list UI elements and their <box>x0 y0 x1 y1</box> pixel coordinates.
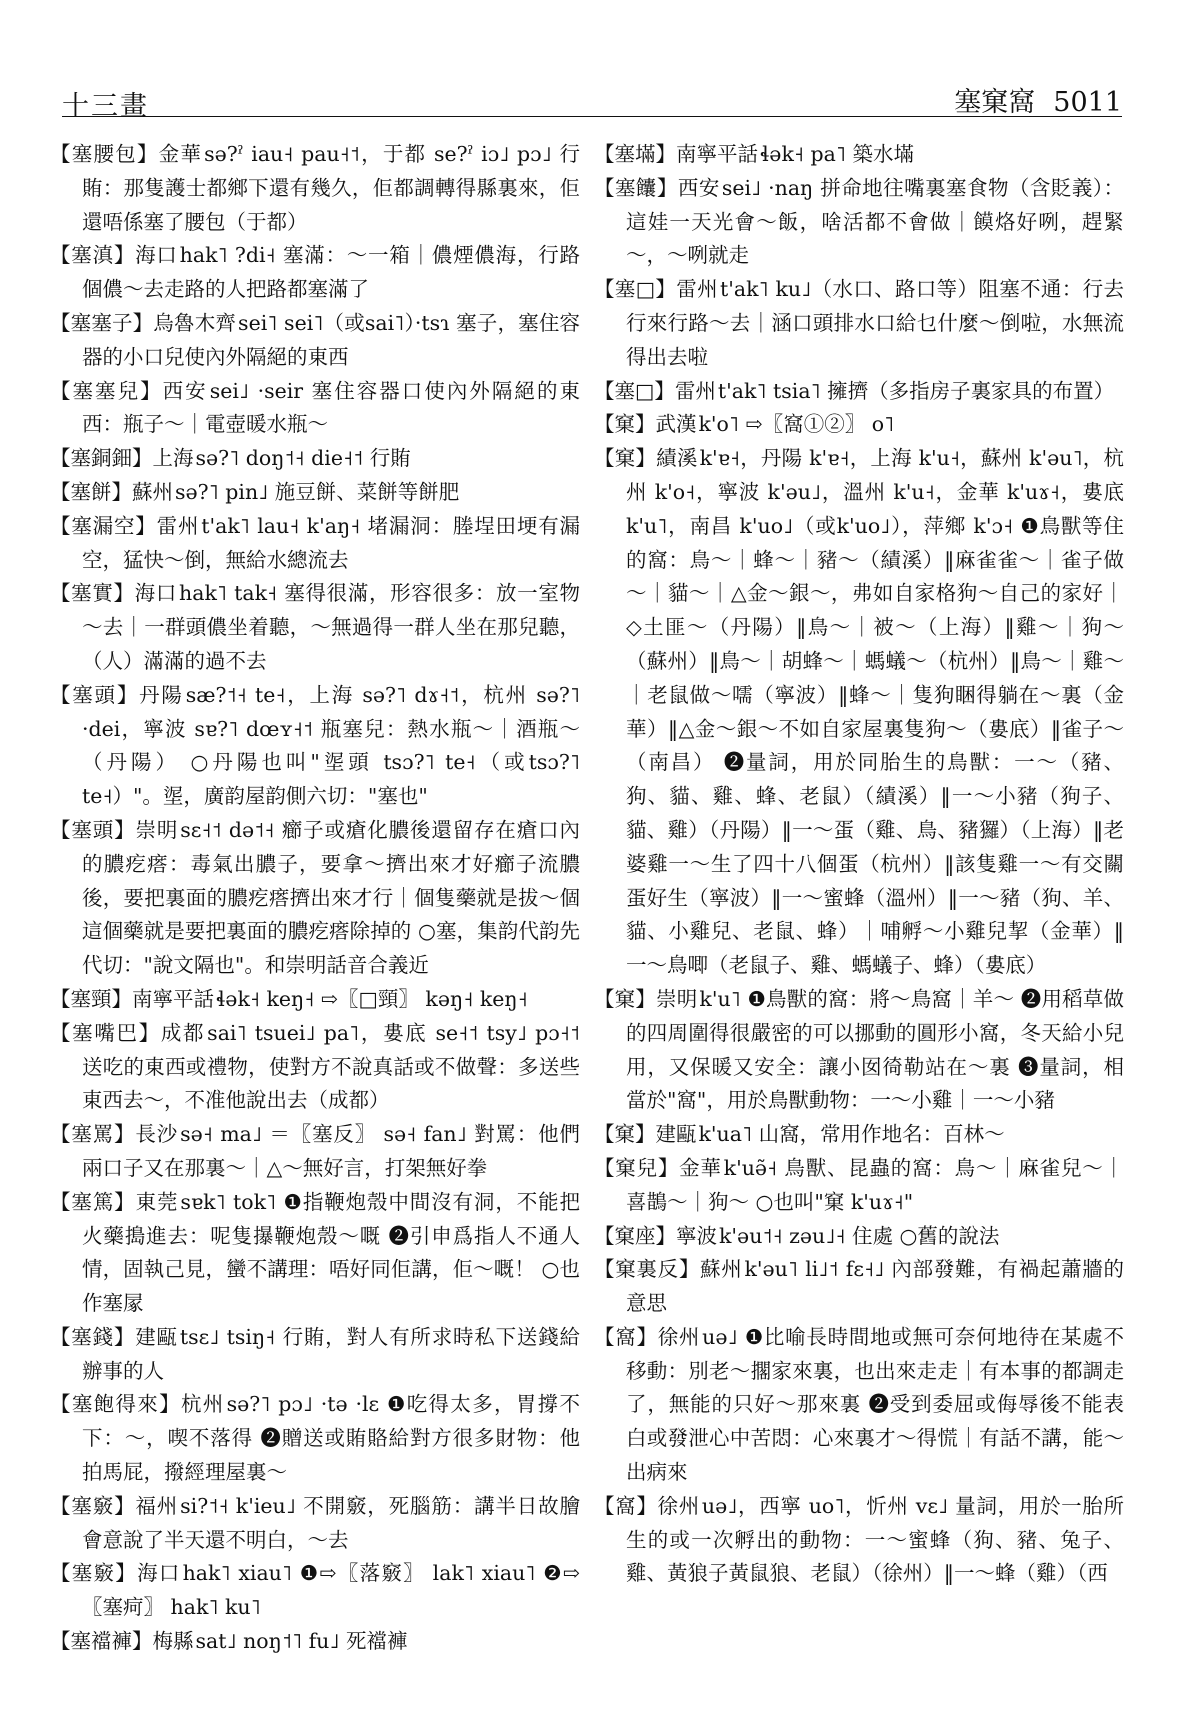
dictionary-entry <box>50 983 580 1017</box>
entry-definition: sɐk˥ tok˥ ❶指鞭炮殼中間沒有洞，不能把火藥搗進去：呢隻㩧鞭炮殼～嘅 ❷引申爲指人不通人情，固執己見，蠻不講理：唔好同佢講，佢～嘅！ ○也作塞㞘 <box>82 1189 580 1316</box>
section-title: 十三畫 <box>62 91 149 122</box>
header-rule <box>62 116 1122 117</box>
entry-headword: 【窩】 <box>594 1493 658 1518</box>
entry-definition: sei˩ ·seir 塞住容器口使內外隔絕的東西：瓶子～｜電壺暖水瓶～ <box>82 378 580 437</box>
dictionary-entry <box>594 1321 1124 1490</box>
dictionary-entry <box>50 1490 580 1558</box>
dictionary-entry <box>50 510 580 578</box>
entry-definition: t'ak˥ ku˩（水口、路口等）阻塞不通：行去行來行路～去｜涵口頭排水口給乜什麼～倒啦，水無流得出去啦 <box>626 277 1124 369</box>
entry-dialect: 梅縣 <box>152 1629 194 1654</box>
dictionary-entry <box>50 375 580 443</box>
dictionary-entry <box>50 1017 580 1118</box>
entry-dialect: 雷州 <box>674 378 716 403</box>
page-heading <box>954 80 1122 119</box>
entry-headword: 【塞㙢】 <box>594 142 676 166</box>
entry-headword: 【塞塞兒】 <box>50 378 163 403</box>
entry-definition: sæ?˦˧ te˧，上海 sə?˥ dɤ˧˦，杭州 sə?˥ ·dei，寧波 sɐ?˥ dœʏ˧˦ 瓶塞兒：熱水瓶～｜酒瓶～（丹陽） ○丹陽也叫"埿頭 tsɔ?˥ te˧（或tsɔ?˥ te˧）"。埿，廣韵屋韵側六切："塞也" <box>82 682 580 809</box>
dictionary-entry <box>50 1186 580 1321</box>
entry-headword: 【塞罵】 <box>50 1122 136 1147</box>
entry-definition: sai˥ tsuei˩ pa˥，婁底 se˧˦ tsy˩ pɔ˧˦ 送吃的東西或禮物，使對方不說真話或不做聲：多送些東西去～，不准他說出去（成都） <box>82 1020 581 1113</box>
entry-definition: ɬək˧ keŋ˧ ⇨〖□頸〗 kəŋ˧ keŋ˧ <box>216 986 528 1011</box>
entry-headword: 【塞襠褲】 <box>50 1629 153 1654</box>
entry-headword: 【塞□】 <box>594 378 675 403</box>
dictionary-entry <box>594 1220 1124 1254</box>
entry-dialect: 上海 <box>152 446 194 471</box>
entry-dialect: 寧波 <box>676 1223 717 1248</box>
dictionary-entry <box>594 172 1124 273</box>
entry-headword: 【塞飽得來】 <box>50 1392 181 1417</box>
entry-dialect: 成都 <box>160 1020 206 1045</box>
dictionary-entry <box>50 1625 580 1659</box>
entry-headword: 【塞腰包】 <box>50 142 159 166</box>
entry-headword: 【塞餅】 <box>50 479 132 504</box>
entry-headword: 【塞錢】 <box>50 1324 136 1349</box>
entry-dialect: 海口 <box>137 1561 181 1586</box>
entry-definition: k'u˥ ❶鳥獸的窩：將～鳥窩｜羊～ ❷用稻草做的四周圍得很嚴密的可以挪動的圓形小窩，冬天給小兒用，又保暖又安全：讓小囡徛勒站在～裏 ❸量詞，相當於"窩"，用於鳥獸動物：一～小雞｜一～小豬 <box>626 986 1125 1113</box>
dictionary-entry <box>594 1490 1124 1591</box>
entry-headword: 【窠】 <box>594 446 657 471</box>
dictionary-entry <box>594 375 1124 409</box>
dictionary-entry <box>50 442 580 476</box>
dictionary-entry <box>50 476 580 510</box>
entry-dialect: 建甌 <box>655 1122 697 1147</box>
dictionary-entry <box>594 408 1124 442</box>
entry-definition: si?˦˧ k'ieu˩ 不開竅，死腦筋：講半日故膾會意說了半天還不明白，～去 <box>82 1493 580 1552</box>
entry-definition: sei˩ ·naŋ 拼命地往嘴裏塞食物（含貶義）：這娃一天光會～飯，啥活都不會做｜饃烙好咧，趕緊～，～咧就走 <box>626 175 1125 268</box>
dictionary-entry <box>594 1118 1124 1152</box>
entry-headword: 【塞竅】 <box>50 1493 136 1518</box>
entry-definition: hak˥ xiau˥ ❶⇨〖落竅〗 lak˥ xiau˥ ❷⇨〖塞疴〗 hak˥ ku˥ <box>82 1561 581 1620</box>
dictionary-entry <box>594 1253 1124 1321</box>
entry-definition: k'ɐ˧，丹陽 k'ɐ˧，上海 k'u˧，蘇州 k'əu˥，杭州 k'o˧，寧波 k'əu˩，溫州 k'u˧，金華 k'uɤ˧，婁底 k'u˥，南昌 k'uo˩（或k'uo˩），萍鄉 k'ɔ˧ ❶鳥獸等住的窩：鳥～｜蜂～｜豬～（績溪）‖麻雀雀～｜雀子做～｜貓～｜△金～銀～，弗如自家格狗～自己的家好｜◇土匪～（丹陽）‖鳥～｜被～（上海）‖雞～｜狗～（蘇州）‖鳥～｜胡蜂～｜螞蟻～（杭州）‖鳥～｜雞～｜老鼠做～嚅（寧波）‖蜂～｜隻狗睏得躺在～裏（金華）‖△金～銀～不如自家屋裏隻狗～（婁底）‖雀子～（南昌） ❷量詞，用於同胎生的鳥獸：一～（豬、狗、貓、雞、蜂、老鼠）（績溪）‖一～小豬（狗子、貓、雞）（丹陽）‖一～蛋（雞、鳥、豬玀）（上海）‖老婆雞一～生了四十八個蛋（杭州）‖該隻雞一～有交關蛋好生（寧波）‖一～蜜蜂（溫州）‖一～豬（狗、羊、貓、小雞兒、老鼠、蜂）｜哺孵～小雞兒挈（金華）‖一～鳥唧（老鼠子、雞、螞蟻子、蜂）（婁底） <box>626 446 1125 978</box>
entry-definition: k'əu˦˧ zəu˩˧ 住處 ○舊的說法 <box>719 1223 1000 1248</box>
entry-definition: k'uə̃˧ 鳥獸、昆蟲的窩：鳥～｜麻雀兒～｜喜鵲～｜狗～ ○也叫"窠 k'uɤ˧" <box>626 1155 1124 1214</box>
entry-definition: hak˥ ?di˧ 塞滿：～一箱｜儂煙儂海，行路個儂～去走路的人把路都塞滿了 <box>82 243 580 302</box>
dictionary-entry <box>50 679 580 814</box>
entry-definition: sat˩ noŋ˦˥ fu˩ 死襠褲 <box>195 1629 408 1654</box>
entry-definition: sə?ˀ iau˧ pau˧˦，于都 se?ˀ iɔ˩ pɔ˩ 行賄：那隻護士都鄉下還有幾久，佢都調轉得縣裏來，佢還唔係塞了腰包（于都） <box>82 142 581 234</box>
entry-definition: t'ak˥ lau˧ k'aŋ˧ 堵漏洞：塍埕田埂有漏空，猛快～倒，無給水總流去 <box>82 513 581 572</box>
entry-dialect: 海口 <box>135 243 178 268</box>
entry-headword: 【塞漏空】 <box>50 513 157 538</box>
entry-definition: sə?˥ doŋ˦˧ die˧˦ 行賄 <box>195 446 411 471</box>
entry-dialect: 徐州 <box>657 1324 701 1349</box>
entry-definition: sei˥ sei˥（或sai˥）·tsɿ 塞子，塞住容器的小口兒使內外隔絕的東西 <box>82 310 580 369</box>
entry-dialect: 南寧平話 <box>132 986 214 1011</box>
entry-headword: 【塞饢】 <box>594 175 678 200</box>
entry-dialect: 西安 <box>677 175 720 200</box>
dictionary-entry <box>594 442 1124 983</box>
entry-dialect: 雷州 <box>676 277 718 302</box>
entry-headword: 【窠兒】 <box>594 1155 680 1180</box>
entry-headword: 【窠裏反】 <box>594 1257 701 1282</box>
entry-definition: sə?˥ pɔ˩ ·tə ·lɛ ❶吃得太多，胃撐不下：～，喫不落得 ❷贈送或賄賂給對方很多財物：他拍馬屁，撥經理屋裏～ <box>82 1392 580 1485</box>
page-number: 5011 <box>1053 87 1122 118</box>
entry-definition: uə˩，西寧 uo˥，忻州 vɛ˩ 量詞，用於一胎所生的或一次孵出的動物：一～蜜蜂（狗、豬、兔子、雞、黃狼子黃鼠狼、老鼠）（徐州）‖一～蜂（雞）（西 <box>626 1493 1125 1586</box>
dictionary-entry <box>50 814 580 983</box>
entry-definition: sɛ˧˦ də˦˧ 癤子或瘡化膿後還留存在瘡口內的膿疙瘩：毒氣出膿子，要拿～擠出來才好癤子流膿後，要把裏面的膿疙瘩擠出來才行｜個隻藥就是拔～個這個藥就是要把裏面的膿疙瘩除掉的 ○塞，集韵代韵先代切："說文隔也"。和崇明話音合義近 <box>82 817 581 978</box>
entry-headword: 【窠】 <box>594 1122 656 1147</box>
right-column <box>594 138 1124 1591</box>
entry-definition: ɬək˧ pa˥ 築水㙢 <box>760 142 914 166</box>
dictionary-entry <box>50 239 580 307</box>
entry-headword: 【窠】 <box>594 986 657 1011</box>
entry-headword: 【塞滇】 <box>50 243 136 268</box>
entry-definition: k'o˥ ⇨〖窩①②〗 o˥ <box>698 412 895 437</box>
dictionary-entry <box>50 1118 580 1186</box>
entry-dialect: 西安 <box>162 378 208 403</box>
dictionary-entry <box>50 1321 580 1389</box>
entry-dialect: 杭州 <box>180 1392 225 1417</box>
entry-dialect: 蘇州 <box>700 1257 743 1282</box>
entry-definition: hak˥ tak˧ 塞得很滿，形容很多：放一室物～去｜一群頭儂坐着聽，～無過得一群人坐在那兒聽，（人）滿滿的過不去 <box>82 581 581 673</box>
entry-dialect: 金華 <box>158 142 203 166</box>
entry-headword: 【塞嘴巴】 <box>50 1020 161 1045</box>
entry-dialect: 徐州 <box>657 1493 700 1518</box>
dictionary-entry <box>50 138 580 239</box>
entry-definition: uə˩ ❶比喻長時間地或無可奈何地待在某處不移動：別老～擱家來裏，也出來走走｜有本事的都調走了，無能的只好～那來裏 ❷受到委屈或侮辱後不能表白或發泄心中苦悶：心來裏才～得慌｜有話不講，能～出病來 <box>626 1324 1125 1485</box>
dictionary-entry <box>594 1152 1124 1220</box>
entry-headword: 【塞頭】 <box>50 682 140 707</box>
left-column <box>50 138 580 1659</box>
page-header <box>62 72 1122 122</box>
entry-dialect: 崇明 <box>135 817 179 842</box>
entry-headword: 【塞竅】 <box>50 1561 138 1586</box>
entry-definition: k'əu˥ li˩˦ fɛ˧˩ 內部發難，有禍起蕭牆的意思 <box>626 1257 1125 1316</box>
entry-headword: 【塞銅鈿】 <box>50 446 153 471</box>
entry-definition: tsɛ˩ tsiŋ˧ 行賄，對人有所求時私下送錢給辦事的人 <box>82 1324 581 1383</box>
entry-headword: 【窠座】 <box>594 1223 676 1248</box>
dictionary-entry <box>50 1388 580 1489</box>
entry-dialect: 雷州 <box>156 513 200 538</box>
entry-dialect: 績溪 <box>656 446 698 471</box>
dictionary-entry <box>50 307 580 375</box>
dictionary-entry <box>50 577 580 678</box>
entry-definition: sə˧ ma˩ ＝〖塞反〗 sə˧ fan˩ 對罵：他們兩口子又在那裏～｜△～無好言，打架無好拳 <box>82 1122 581 1180</box>
entry-dialect: 建甌 <box>135 1324 178 1349</box>
entry-dialect: 福州 <box>135 1493 179 1518</box>
entry-dialect: 金華 <box>679 1155 722 1180</box>
entry-definition: sə?˥ pin˩ 施豆餅、菜餅等餅肥 <box>175 479 460 504</box>
dictionary-entry <box>50 1557 580 1625</box>
entry-dialect: 南寧平話 <box>676 142 758 166</box>
entry-headword: 【窠】 <box>594 412 656 437</box>
entry-headword: 【塞頸】 <box>50 986 132 1011</box>
entry-dialect: 東莞 <box>135 1189 179 1214</box>
entry-headword: 【塞頭】 <box>50 817 136 842</box>
heading-chars: 塞窠窩 <box>954 87 1036 118</box>
entry-headword: 【塞□】 <box>594 277 677 302</box>
entry-dialect: 蘇州 <box>132 479 173 504</box>
entry-definition: t'ak˥ tsia˥ 擁擠（多指房子裏家具的布置） <box>717 378 1115 403</box>
dictionary-entry <box>594 273 1124 374</box>
dictionary-entry <box>594 138 1124 172</box>
entry-definition: k'ua˥ 山窩，常用作地名：百林～ <box>698 1122 1005 1147</box>
entry-dialect: 丹陽 <box>139 682 184 707</box>
entry-headword: 【塞實】 <box>50 581 135 606</box>
entry-dialect: 海口 <box>134 581 178 606</box>
entry-headword: 【窩】 <box>594 1324 658 1349</box>
entry-dialect: 崇明 <box>656 986 698 1011</box>
dictionary-entry <box>594 983 1124 1118</box>
entry-dialect: 長沙 <box>135 1122 179 1147</box>
entry-headword: 【塞篤】 <box>50 1189 136 1214</box>
entry-dialect: 武漢 <box>655 412 697 437</box>
entry-dialect: 烏魯木齊 <box>153 310 237 335</box>
entry-headword: 【塞塞子】 <box>50 310 154 335</box>
